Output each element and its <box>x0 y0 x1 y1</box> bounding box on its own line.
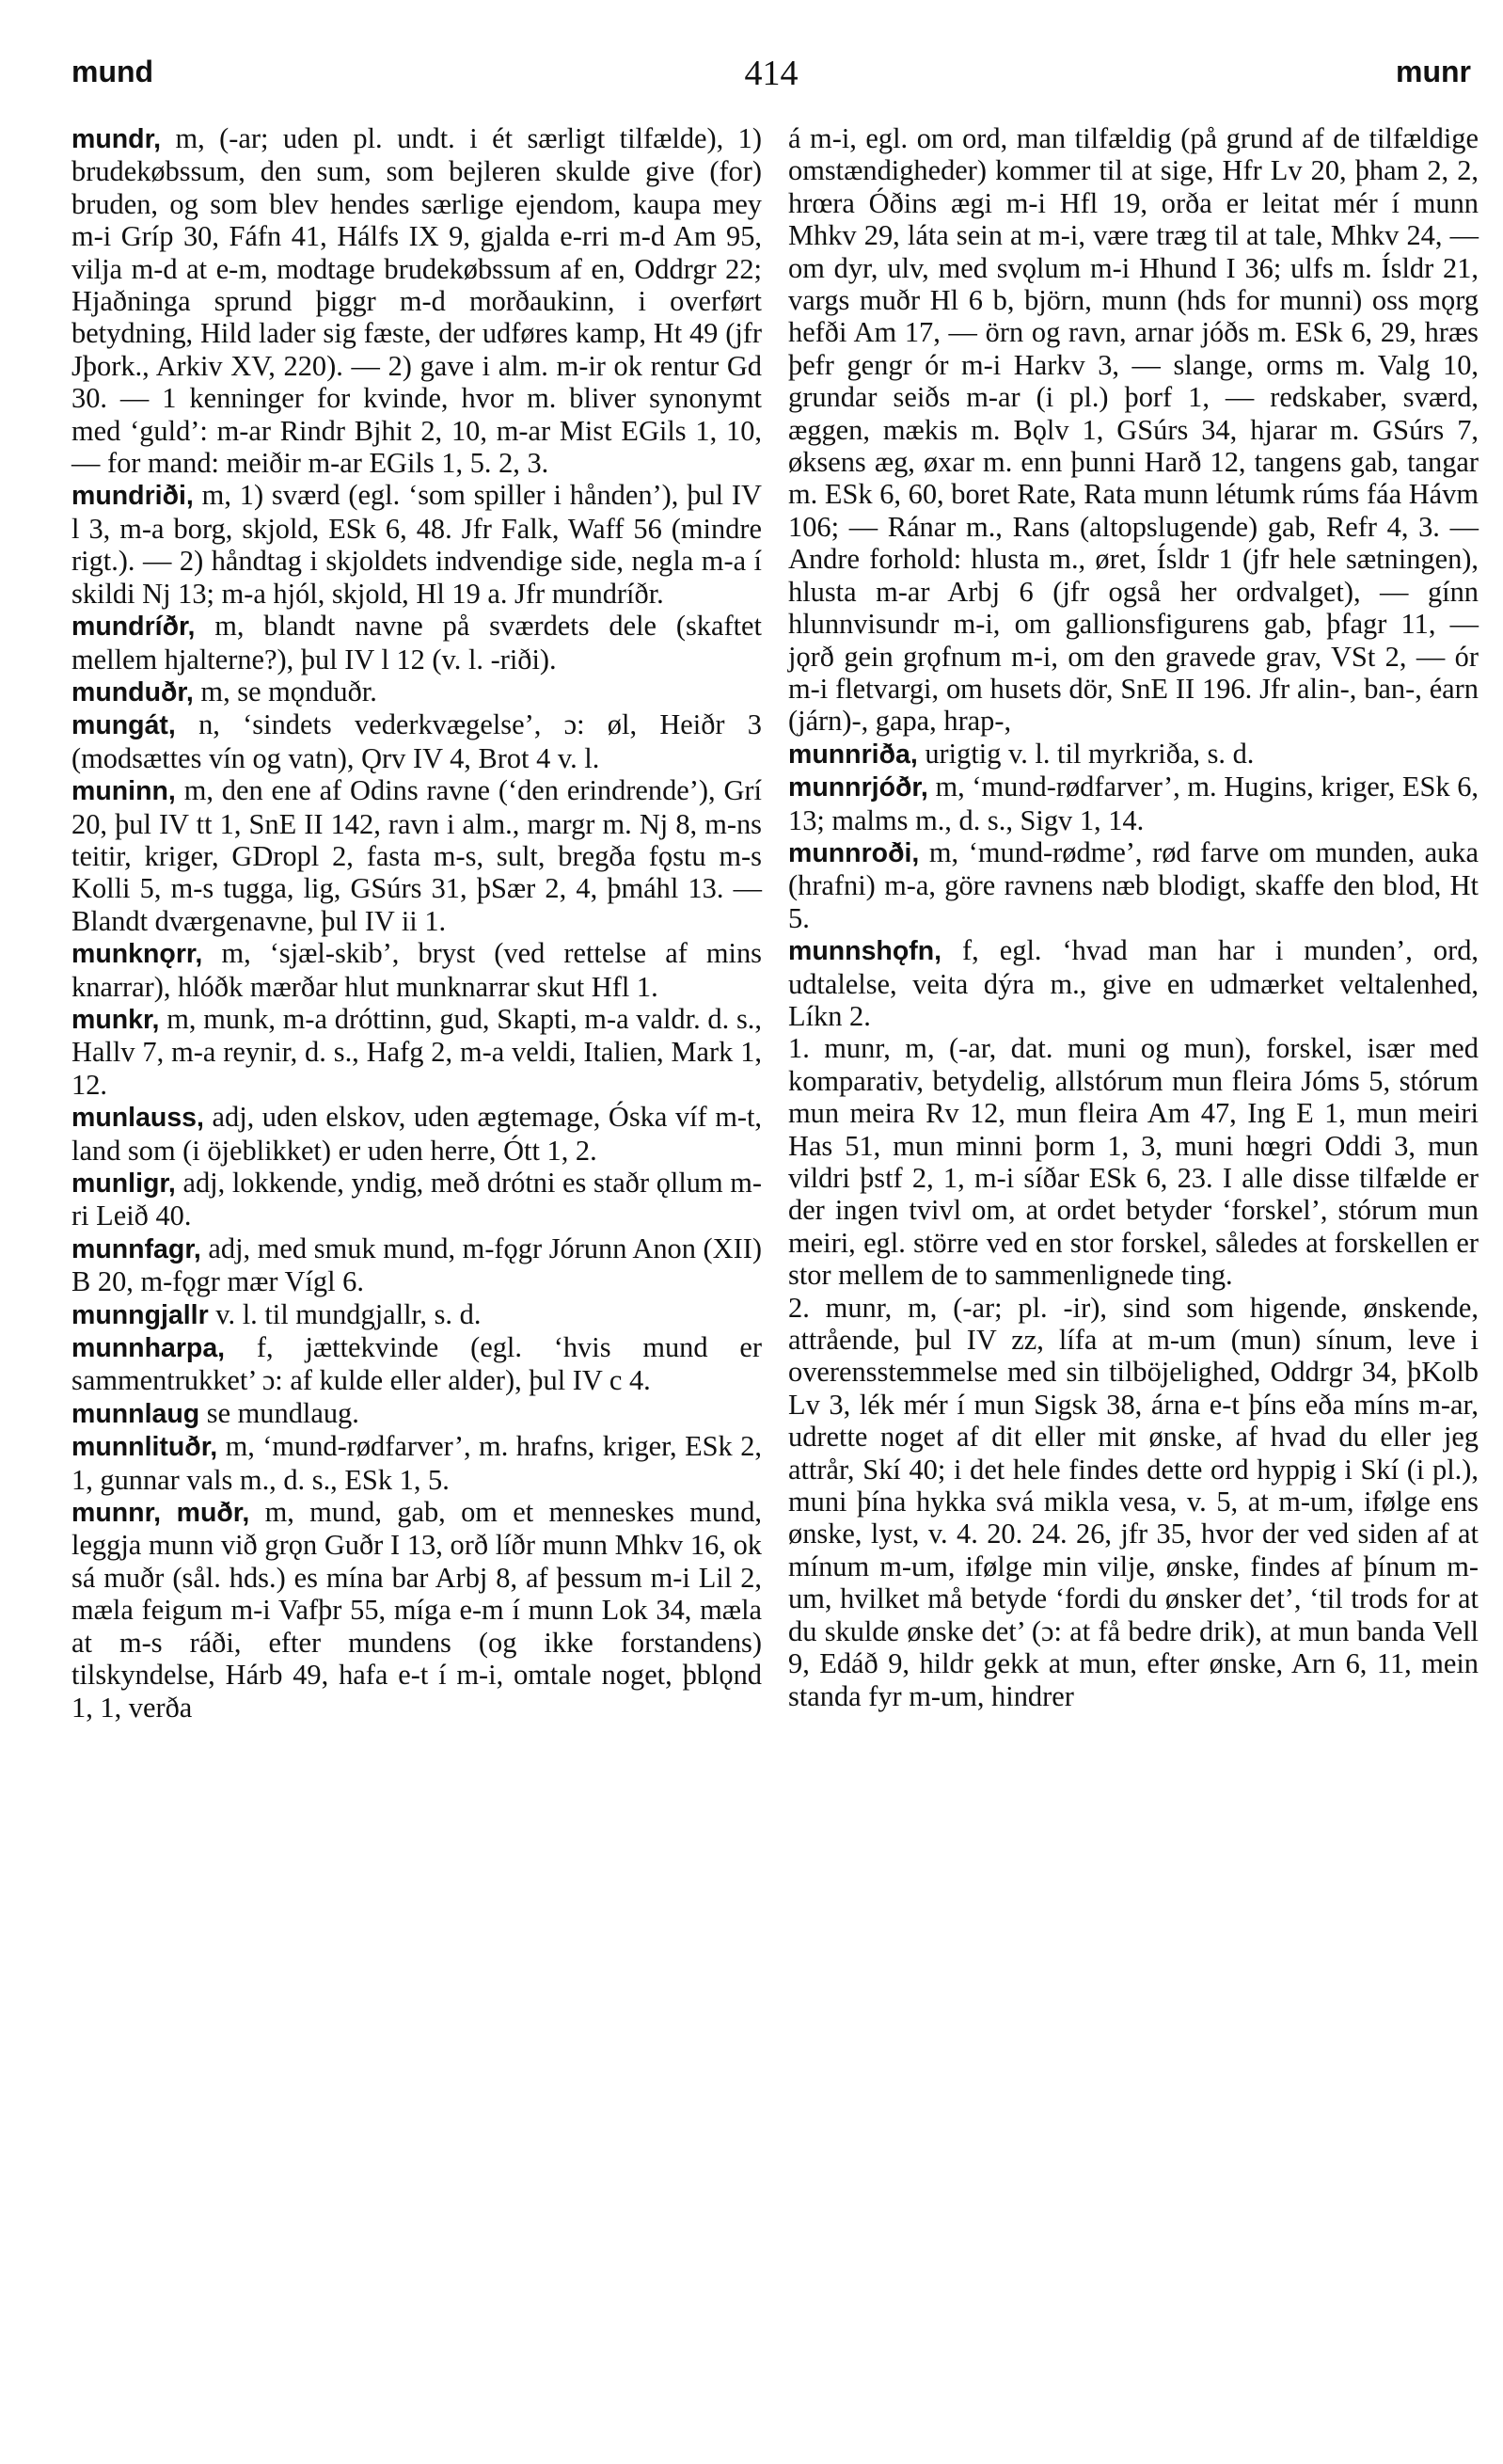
entry-headword: munnrjóðr, <box>788 772 928 803</box>
entry-text: adj, med smuk mund, m-fǫgr Jórunn Anon (XII) B 20, m-fǫgr mær Vígl 6. <box>71 1232 762 1298</box>
entry-headword: muninn, <box>71 776 176 807</box>
entry-text: f, jættekvinde (egl. ‘hvis mund er sammentrukket’ ɔ: af kulde eller alder), þul IV c 4. <box>71 1331 762 1397</box>
dictionary-entry <box>788 1032 1479 1291</box>
entry-text: m, den ene af Odins ravne (‘den erindrende’), Grí 20, þul IV tt 1, SnE II 142, ravn i alm., margr m. Nj 8, m-ns teitir, kriger, GDropl 2, fasta m-s, sult, bregða fǫstu m-s Kolli 5, m-s tugga, lig, GSúrs 31, þSær 2, 4, þmáhl 13. — Blandt dværgenavne, þul IV ii 1. <box>71 774 762 937</box>
entry-text: f, egl. ‘hvad man har i munden’, ord, udtalelse, veita dýra m., give en udmærket veltalenhed, Líkn 2. <box>788 934 1479 1032</box>
entry-text: m, 1) sværd (egl. ‘som spiller i hånden’), þul IV l 3, m-a borg, skjold, ESk 6, 48. Jfr Falk, Waff 56 (mindre rigt.). — 2) håndtag i skjoldets indvendige side, negla m-a í skildi Nj 13; m-a hjól, skjold, Hl 19 a. Jfr mundríðr. <box>71 479 762 610</box>
entry-text: m, se mǫnduðr. <box>193 675 377 707</box>
entry-headword: mundríðr, <box>71 612 196 643</box>
entry-headword: munnroði, <box>788 837 920 868</box>
dictionary-entry <box>788 738 1479 771</box>
entry-text: v. l. til mundgjallr, s. d. <box>208 1297 482 1330</box>
dictionary-entry <box>71 708 762 774</box>
dictionary-entry <box>71 937 762 1003</box>
dictionary-entry <box>788 1292 1479 1712</box>
right-running-headword: munr <box>1396 55 1471 88</box>
dictionary-entry <box>71 1167 762 1232</box>
entry-headword: munduðr, <box>71 676 194 707</box>
entry-text: m, (-ar; uden pl. undt. i ét særligt tilfælde), 1) brudekøbssum, den sum, som bejleren skulde give (for) bruden, og som blev hendes særlige ejendom, kaupa mey m-i Gríp 30, Fáfn 41, Hálfs IX 9, gjalda e-rri m-d Am 95, vilja m-d at e-m, modtage brudekøbssum af en, Oddrgr 22; Hjaðninga sprund þiggr m-d morðaukinn, i overført betydning, Hild lader sig fæste, der udføres kamp, Ht 49 (jfr Jþork., Arkiv XV, 220). — 2) gave i alm. m-ir ok rentur Gd 30. — 1 kenninger for kvinde, hvor m. bliver synonymt med ‘guld’: m-ar Rindr Bjhit 2, 10, m-ar Mist EGils 1, 10, — for mand: meiðir m-ar EGils 1, 5. 2, 3. <box>71 122 762 480</box>
dictionary-entry <box>71 122 762 479</box>
entry-headword: munnlaug <box>71 1398 200 1429</box>
entry-text: m, ‘sjæl-skib’, bryst (ved rettelse af mins knarrar), hlóðk mærðar hlut munknarrar skut Hfl 1. <box>71 937 762 1003</box>
entry-headword: munnriða, <box>788 739 918 770</box>
dictionary-entry <box>71 1003 762 1101</box>
dictionary-entry <box>71 479 762 610</box>
entry-text: m, ‘mund-rødfarver’, m. hrafns, kriger, ESk 2, 1, gunnar vals m., d. s., ESk 1, 5. <box>71 1430 762 1496</box>
entry-headword: munnharpa, <box>71 1333 226 1364</box>
dictionary-entry <box>71 676 762 708</box>
entry-text: m, munk, m-a dróttinn, gud, Skapti, m-a valdr. d. s., Hallv 7, m-a reynir, d. s., Hafg 2, m-a veldi, Italien, Mark 1, 12. <box>71 1002 762 1101</box>
entry-text: m, mund, gab, om et menneskes mund, leggja munn við grǫn Guðr I 13, orð líðr munn Mhkv 16, ok sá muðr (sål. hds.) es mína bar Arbj 8, af þessum m-i Lil 2, mæla feigum m-i Vafþr 55, míga e-m í munn Lok 34, mæla at m-s ráði, efter mundens (og ikke forstandens) tilskyndelse, Hárb 49, hafa e-t í m-i, omtale noget, þblǫnd 1, 1, verða <box>71 1496 762 1724</box>
dictionary-entry <box>71 1496 762 1724</box>
entry-headword: munngjallr <box>71 1299 209 1330</box>
entry-text: m, blandt navne på sværdets dele (skaftet mellem hjalterne?), þul IV l 12 (v. l. -riði). <box>71 610 762 676</box>
left-running-headword: mund <box>71 55 154 88</box>
entry-text: 1. munr, m, (-ar, dat. muni og mun), forskel, især med komparativ, betydelig, allstórum mun fleira Jóms 5, stórum mun meira Rv 12, mun fleira Am 47, Ing E 1, mun meiri Has 51, mun minni þorm 1, 3, muni hœgri Oddi 3, mun vildri þstf 2, 1, m-i síðar ESk 6, 23. I alle disse tilfælde er der ingen tvivl om, at ordet betyder ‘forskel’, stórum mun meiri, egl. större ved en stor forskel, således at forskellen er stor mellem de to sammenlignede ting. <box>788 1032 1479 1292</box>
entry-headword: munnfagr, <box>71 1233 201 1264</box>
entry-text: adj, lokkende, yndig, með drótni es staðr ǫllum m-ri Leið 40. <box>71 1167 762 1232</box>
left-column <box>71 122 762 1724</box>
entry-headword: munnr, muðr, <box>71 1498 250 1529</box>
entry-text: 2. munr, m, (-ar; pl. -ir), sind som higende, ønskende, attrående, þul IV zz, lífa at m-um (mun) sínum, leve i overensstemmelse med sin tilböjelighed, Oddrgr 34, þKolb Lv 3, lék mér í mun Sigsk 38, árna e-t þíns eða míns m-ar, udrette noget af dit eller mit ønske, af hvad du eller jeg attrår, Skí 40; i det hele findes dette ord hyppig i Skí (i pl.), muni þína hykka svá mikla vesa, v. 5, at m-um, ifølge ens ønske, lyst, v. 4. 20. 24. 26, jfr 35, hvor der ved siden af at mínum m-um, ifølge min vilje, ønske, findes af þínum m-um, hvilket må betyde ‘fordi du ønsker det’, ‘til trods for at du skulde ønske det’ (ɔ: at få bedre drik), at mun banda Vell 9, Edáð 9, hildr gekk at mun, efter ønske, Arn 6, 11, mein standa fyr m-um, hindrer <box>788 1291 1479 1712</box>
dictionary-entry <box>71 774 762 937</box>
entry-headword: munlauss, <box>71 1103 204 1134</box>
entry-text: se mundlaug. <box>199 1396 359 1429</box>
entry-text: m, ‘mund-rødme’, rød farve om munden, auka (hrafni) m-a, göre ravnens næb blodigt, skaffe den blod, Ht 5. <box>788 835 1479 934</box>
entry-text: urigtig v. l. til myrkriða, s. d. <box>917 737 1255 770</box>
entry-headword: munnshǫfn, <box>788 936 942 967</box>
entry-headword: munkr, <box>71 1004 160 1035</box>
right-column <box>788 122 1479 1712</box>
entry-headword: munnlituðr, <box>71 1432 218 1463</box>
page-number: 414 <box>744 54 799 93</box>
dictionary-entry <box>71 1298 762 1331</box>
entry-headword: mundriði, <box>71 481 194 512</box>
entry-text: n, ‘sindets vederkvægelse’, ɔ: øl, Heiðr 3 (modsættes vín og vatn), Ǫrv IV 4, Brot 4 v. l. <box>71 708 762 774</box>
entry-text: á m-i, egl. om ord, man tilfældig (på grund af de tilfældige omstændigheder) kommer til at sige, Hfr Lv 20, þham 2, 2, hrœra Óðins ægi m-i Hfl 19, orða er leitat mér í munn Mhkv 29, láta sein at m-i, være træg til at tale, Mhkv 24, — om dyr, ulv, med svǫlum m-i Hhund I 36; ulfs m. Ísldr 21, vargs muðr Hl 6 b, björn, munn (hds for munni) oss mǫrg hefði Am 17, — örn og ravn, arnar jóðs m. ESk 6, 29, hræs þefr gengr ór m-i Harkv 3, — slange, orms m. Valg 10, grundar seiðs m-ar (i pl.) þorf 1, — redskaber, sværd, æggen, mækis m. Bǫlv 1, GSúrs 34, hjarar m. GSúrs 7, øksens æg, øxar m. enn þunni Harð 12, tangens gab, tangar m. ESk 6, 60, boret Rate, Rata munn létumk rúms fáa Hávm 106; — Ránar m., Rans (altopslugende) gab, Refr 4, 3. — Andre forhold: hlusta m., øret, Ísldr 1 (jfr hele sætningen), hlusta m-ar Arbj 6 (jfr også her ordvalget), — gínn hlunnvisundr m-i, om gallionsfigurens gab, þfagr 11, — jǫrð gein grǫfnum m-i, om den gravede grav, VSt 2, — ór m-i fletvargi, om husets dör, SnE II 196. Jfr alin-, ban-, éarn (járn)-, gapa, hrap-, <box>788 122 1479 738</box>
dictionary-entry <box>788 836 1479 934</box>
entry-headword: mungát, <box>71 710 176 741</box>
dictionary-entry <box>71 1101 762 1167</box>
dictionary-entry <box>71 1232 762 1298</box>
dictionary-entry <box>71 1430 762 1496</box>
entry-headword: munknǫrr, <box>71 939 203 970</box>
entry-text: m, ‘mund-rødfarver’, m. Hugins, kriger, ESk 6, 13; malms m., d. s., Sigv 1, 14. <box>788 771 1479 836</box>
page-header <box>71 55 1471 102</box>
dictionary-entry <box>788 122 1479 738</box>
entry-headword: mundr, <box>71 124 162 154</box>
dictionary-entry <box>788 771 1479 836</box>
dictionary-entry <box>71 1331 762 1397</box>
dictionary-entry <box>71 1397 762 1430</box>
dictionary-entry <box>788 934 1479 1032</box>
dictionary-entry <box>71 610 762 676</box>
entry-text: adj, uden elskov, uden ægtemage, Óska víf m-t, land som (i öjeblikket) er uden herre, Ótt 1, 2. <box>71 1101 762 1167</box>
entry-headword: munligr, <box>71 1168 176 1199</box>
